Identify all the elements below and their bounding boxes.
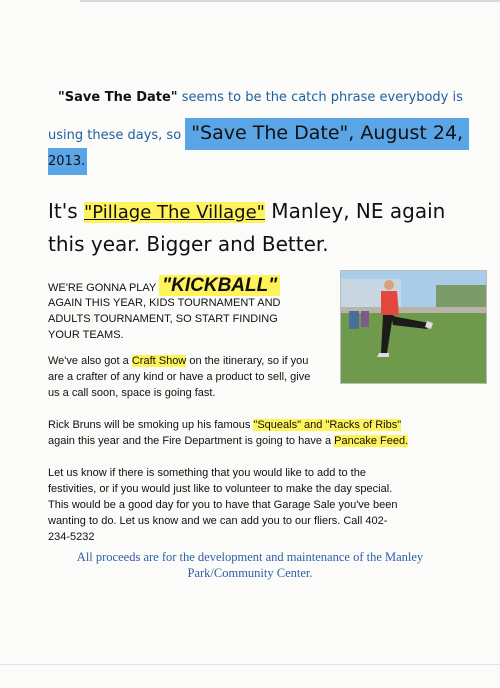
- closing-line-3: This would be a good day for you to have that Garage Sale you've been: [48, 499, 398, 511]
- ribs-highlight: "Squeals" and "Racks of Ribs": [253, 419, 402, 431]
- craft-line-1: [48, 355, 308, 367]
- craft-show-highlight: Craft Show: [131, 355, 187, 367]
- intro-line-1: [58, 90, 463, 105]
- save-the-date-highlight: "Save The Date", August 24,: [185, 118, 469, 150]
- kickball-highlight: "KICKBALL": [159, 275, 280, 296]
- headline-line-2: [48, 232, 329, 256]
- bottom-edge: [0, 664, 500, 665]
- top-edge: [80, 0, 500, 2]
- footer-line-1: All proceeds are for the development and maintenance of the Manley: [76, 550, 424, 564]
- closing-line-2: festivities, or if you would just like to volunteer to make the day special.: [48, 483, 393, 495]
- footer-line-2: Park/Community Center.: [187, 566, 313, 580]
- intro-line-3: [48, 154, 87, 169]
- save-the-date-quote: "Save The Date": [58, 90, 178, 105]
- craft-line-2: are a crafter of any kind or have a product to sell, give: [48, 371, 311, 383]
- headline-bigger-better: this year. Bigger and Better.: [48, 232, 329, 256]
- closing-line-4: wanting to do. Let us know and we can add you to our fliers. Call 402-: [48, 515, 388, 527]
- kickball-photo: [340, 270, 487, 384]
- craft-line-3: us a call soon, space is going fast.: [48, 387, 216, 399]
- kickball-line-2: AGAIN THIS YEAR, KIDS TOURNAMENT AND: [48, 297, 281, 309]
- ribs-line-1: [48, 419, 401, 431]
- ribs-line-2: [48, 435, 408, 447]
- intro-line-2: [48, 122, 469, 144]
- intro-line-1-text: seems to be the catch phrase everybody is: [177, 90, 463, 105]
- year-highlight: 2013.: [48, 148, 87, 175]
- kickball-line-4: YOUR TEAMS.: [48, 329, 124, 341]
- kickball-lead: WE'RE GONNA PLAY: [48, 282, 160, 294]
- headline-location: Manley, NE again: [264, 199, 446, 223]
- headline-its: It's: [48, 199, 85, 223]
- ribs-fire-dept: again this year and the Fire Department is going to have a: [48, 435, 335, 447]
- craft-rest: on the itinerary, so if you: [186, 355, 309, 367]
- pillage-the-village: "Pillage The Village": [84, 202, 265, 223]
- kickball-photo-illustration: [341, 271, 486, 383]
- ribs-lead: Rick Bruns will be smoking up his famous: [48, 419, 254, 431]
- kickball-line-1: [48, 275, 280, 297]
- closing-line-1: Let us know if there is something that you would like to add to the: [48, 467, 366, 479]
- kickball-line-3: ADULTS TOURNAMENT, SO START FINDING: [48, 313, 278, 325]
- closing-line-5: 234-5232: [48, 531, 95, 543]
- craft-lead: We've also got a: [48, 355, 132, 367]
- headline-line-1: [48, 199, 445, 223]
- pancake-feed-highlight: Pancake Feed.: [334, 435, 409, 447]
- intro-line-2-text: using these days, so: [48, 128, 186, 143]
